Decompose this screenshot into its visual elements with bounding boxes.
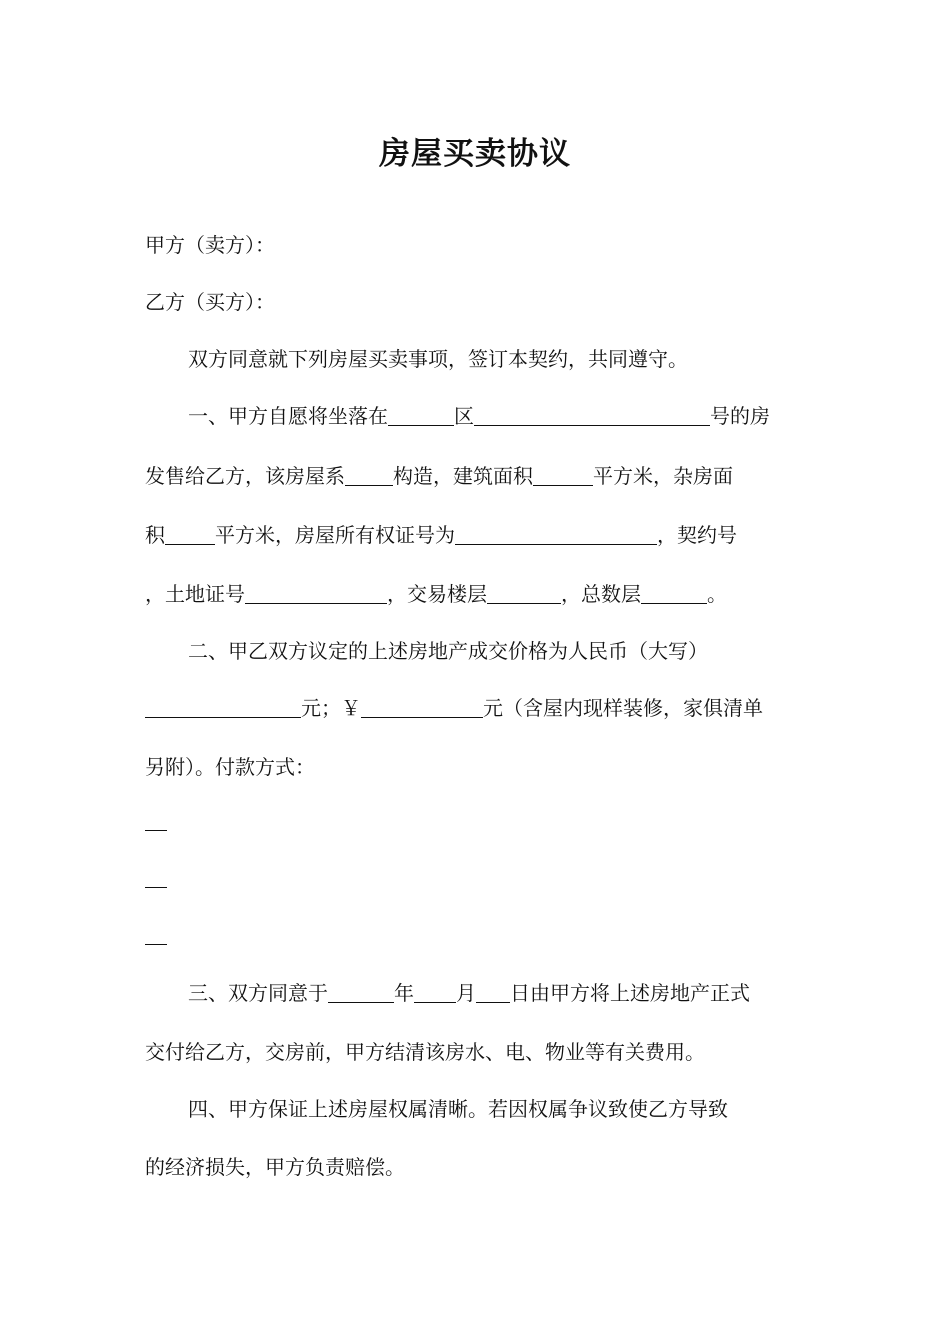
district-blank [388,403,454,426]
document-title: 房屋买卖协议 [379,136,571,172]
clause1-text: 一、甲方自愿将坐落在 [188,404,388,428]
clause1-text: 。 [707,582,727,606]
clause1-text: 积 [145,523,165,547]
structure-blank [345,463,393,486]
clause1-text: 平方米，房屋所有权证号为 [215,523,455,547]
clause4-line2: 的经济损失，甲方负责赔偿。 [145,1155,405,1179]
party-a-label: 甲方（卖方）： [145,233,275,257]
clause1-text: 平方米，杂房面 [593,464,733,488]
clause2-line3: 另附）。付款方式： [145,755,315,779]
year-blank [328,980,394,1003]
land-cert-blank [245,581,387,604]
total-floors-blank [641,581,707,604]
price-number-blank [361,695,483,718]
clause3-text: 三、双方同意于 [188,981,328,1005]
intro-paragraph: 双方同意就下列房屋买卖事项，签订本契约，共同遵守。 [188,347,688,371]
payment-method-blank [145,887,167,888]
clause1-text: 发售给乙方，该房屋系 [145,464,345,488]
clause2-line2 [145,693,810,723]
clause2-line1: 二、甲乙双方议定的上述房地产成交价格为人民币（大写） [188,639,708,663]
storage-area-blank [165,522,215,545]
clause1-text: ，土地证号 [145,582,245,606]
clause1-text: ，交易楼层 [387,582,487,606]
clause3-text: 月 [456,981,476,1005]
clause1-line3 [145,520,810,550]
price-words-blank [145,695,301,718]
clause1-line4 [145,579,810,609]
clause1-text: ，契约号 [657,523,737,547]
clause1-text: ，总数层 [561,582,641,606]
address-blank [474,403,710,426]
clause1-line1 [188,401,810,431]
clause2-text: 元（含屋内现样装修，家俱清单 [483,696,763,720]
ownership-cert-blank [455,522,657,545]
month-blank [414,980,456,1003]
clause4-line1: 四、甲方保证上述房屋权属清晰。若因权属争议致使乙方导致 [188,1097,728,1121]
clause1-text: 号的房 [710,404,770,428]
trade-floor-blank [487,581,561,604]
clause1-text: 区 [454,404,474,428]
clause3-line2: 交付给乙方，交房前，甲方结清该房水、电、物业等有关费用。 [145,1040,705,1064]
clause2-text: 元；￥ [301,696,361,720]
clause3-line1 [188,978,810,1008]
party-b-label: 乙方（买方）： [145,290,275,314]
floor-area-blank [533,463,593,486]
day-blank [476,980,510,1003]
clause3-text: 日由甲方将上述房地产正式 [510,981,750,1005]
clause1-line2 [145,461,810,491]
payment-method-blank [145,830,167,831]
clause3-text: 年 [394,981,414,1005]
payment-method-blank [145,944,167,945]
clause1-text: 构造，建筑面积 [393,464,533,488]
